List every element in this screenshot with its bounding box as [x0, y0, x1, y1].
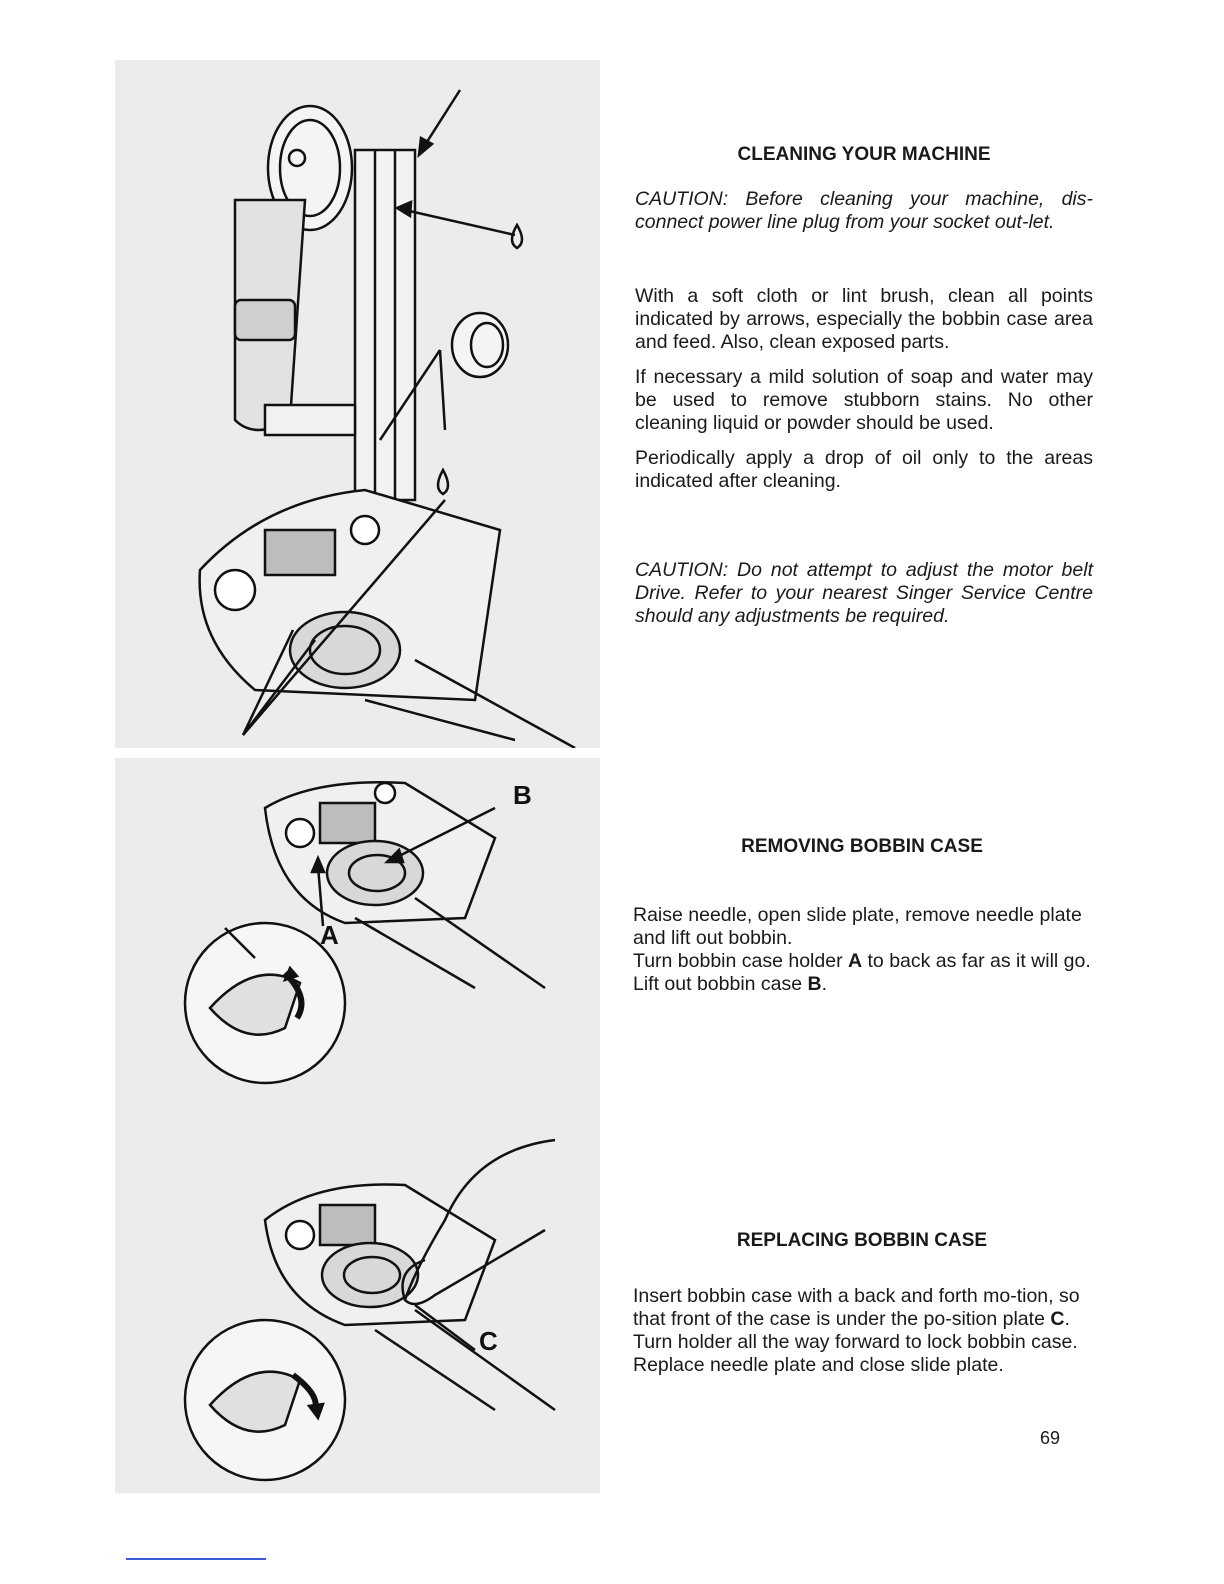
removing-step-3: Lift out bobbin case B. [633, 973, 828, 995]
bottom-rule [126, 1558, 266, 1560]
cleaning-paragraph-1: With a soft cloth or lint brush, clean all points indicated by arrows, especially the bobbin case area and feed. Also, clean exposed parts. [635, 285, 1093, 353]
replacing-step-2: Replace needle plate and close slide plate. [633, 1354, 1004, 1376]
cleaning-caution: CAUTION: Before cleaning your machine, dis-connect power line plug from your socket out-let. [635, 188, 1093, 233]
motor-caution: CAUTION: Do not attempt to adjust the motor belt Drive. Refer to your nearest Singer Service Centre should any adjustments be required. [635, 559, 1093, 627]
machine-cleaning-figure [115, 60, 600, 748]
replacing-heading: REPLACING BOBBIN CASE [736, 1230, 988, 1251]
label-b: B [513, 780, 532, 810]
removing-step-1: Raise needle, open slide plate, remove needle plate and lift out bobbin. [633, 904, 1082, 949]
removing-bobbin-figure [115, 758, 600, 1110]
replacing-bobbin-figure [115, 1110, 600, 1493]
label-a: A [320, 920, 339, 950]
replacing-step-1: Insert bobbin case with a back and forth mo-tion, so that front of the case is under the po-sition plate C. Turn holder all the way forward to lock bobbin case. [633, 1285, 1080, 1353]
replacing-section [633, 1229, 1091, 1377]
removing-section [633, 835, 1091, 996]
page-number: 69 [1040, 1428, 1061, 1448]
cleaning-heading: CLEANING YOUR MACHINE [737, 144, 991, 165]
cleaning-section [635, 143, 1093, 628]
cleaning-paragraph-2: If necessary a mild solution of soap and water may be used to remove stubborn stains. No other cleaning liquid or powder should be used. [635, 366, 1093, 434]
cleaning-paragraph-3: Periodically apply a drop of oil only to the areas indicated after cleaning. [635, 447, 1093, 492]
removing-heading: REMOVING BOBBIN CASE [741, 836, 983, 857]
removing-step-2: Turn bobbin case holder A to back as far as it will go. [633, 950, 1091, 972]
label-c: C [479, 1326, 498, 1356]
